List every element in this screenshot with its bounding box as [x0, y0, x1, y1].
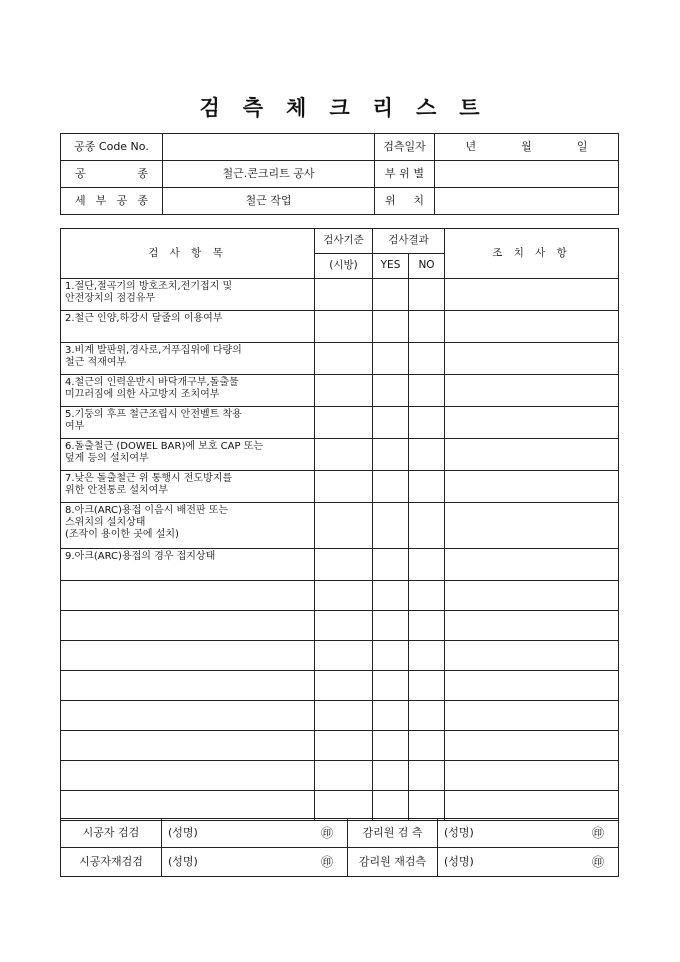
action-cell[interactable] — [445, 549, 619, 581]
blank-cell[interactable] — [61, 611, 315, 641]
table-row — [61, 549, 619, 581]
title-char: 측 — [242, 95, 265, 120]
header-action: 조 치 사 항 — [445, 229, 619, 279]
contractor-recheck-label: 시공자재검검 — [61, 848, 162, 877]
blank-cell[interactable] — [409, 671, 445, 701]
detail-type-value[interactable]: 철근 작업 — [163, 188, 375, 215]
blank-cell[interactable] — [445, 581, 619, 611]
blank-cell[interactable] — [373, 641, 409, 671]
check-item-text: 6.돌출철근 (DOWEL BAR)에 보호 CAP 또는 덮게 등의 설치여부 — [61, 439, 315, 471]
blank-cell[interactable] — [445, 611, 619, 641]
title-char: 검 — [199, 95, 221, 120]
table-row — [61, 311, 619, 343]
blank-cell[interactable] — [373, 791, 409, 821]
work-type-value[interactable]: 철근.콘크리트 공사 — [163, 161, 375, 188]
page-title — [0, 92, 680, 122]
part-label: 부 위 별 — [375, 161, 435, 188]
blank-cell[interactable] — [315, 791, 373, 821]
blank-cell[interactable] — [373, 611, 409, 641]
table-row — [61, 279, 619, 311]
supervisor-recheck-sign[interactable] — [438, 848, 619, 877]
blank-cell[interactable] — [445, 701, 619, 731]
blank-cell[interactable] — [445, 641, 619, 671]
title-char: 트 — [459, 95, 481, 120]
work-code-label: 공종 Code No. — [61, 134, 163, 161]
header-no: NO — [409, 254, 445, 279]
no-cell[interactable] — [409, 503, 445, 549]
table-row — [61, 761, 619, 791]
action-cell[interactable] — [445, 375, 619, 407]
yes-cell[interactable] — [373, 439, 409, 471]
no-cell[interactable] — [409, 407, 445, 439]
blank-cell[interactable] — [61, 641, 315, 671]
inspect-date-value[interactable] — [435, 134, 619, 161]
header-yes: YES — [373, 254, 409, 279]
blank-cell[interactable] — [409, 701, 445, 731]
title-char: 스 — [415, 95, 438, 120]
blank-cell[interactable] — [445, 761, 619, 791]
seal-mark: ㊞ — [591, 825, 604, 840]
table-row — [61, 439, 619, 471]
table-row — [61, 641, 619, 671]
yes-cell[interactable] — [373, 471, 409, 503]
seal-mark: ㊞ — [591, 854, 604, 869]
criteria-cell[interactable] — [315, 407, 373, 439]
table-row — [61, 581, 619, 611]
location-value[interactable] — [435, 188, 619, 215]
date-year-label: 년 — [465, 140, 477, 154]
table-row — [61, 731, 619, 761]
action-cell[interactable] — [445, 503, 619, 549]
blank-cell[interactable] — [373, 671, 409, 701]
blank-cell[interactable] — [315, 611, 373, 641]
no-cell[interactable] — [409, 439, 445, 471]
table-row — [61, 671, 619, 701]
criteria-cell[interactable] — [315, 311, 373, 343]
header-result: 검사결과 — [373, 229, 445, 254]
work-type-label: 공 종 — [61, 161, 163, 188]
name-placeholder: (성명) — [444, 825, 474, 839]
contractor-check-label: 시공자 검검 — [61, 819, 162, 848]
blank-cell[interactable] — [61, 701, 315, 731]
header-item: 검 사 항 목 — [61, 229, 315, 279]
blank-cell[interactable] — [409, 791, 445, 821]
yes-cell[interactable] — [373, 407, 409, 439]
blank-cell[interactable] — [445, 671, 619, 701]
blank-cell[interactable] — [373, 761, 409, 791]
seal-mark: ㊞ — [320, 825, 333, 840]
header-criteria — [315, 229, 373, 254]
yes-cell[interactable] — [373, 549, 409, 581]
action-cell[interactable] — [445, 407, 619, 439]
criteria-cell[interactable] — [315, 279, 373, 311]
blank-cell[interactable] — [315, 731, 373, 761]
no-cell[interactable] — [409, 471, 445, 503]
blank-cell[interactable] — [445, 731, 619, 761]
contractor-check-sign[interactable] — [162, 819, 348, 848]
criteria-cell[interactable] — [315, 375, 373, 407]
blank-cell[interactable] — [315, 761, 373, 791]
title-char: 크 — [329, 95, 351, 120]
no-cell[interactable] — [409, 279, 445, 311]
action-cell[interactable] — [445, 311, 619, 343]
work-code-value[interactable] — [163, 134, 375, 161]
name-placeholder: (성명) — [444, 854, 474, 868]
header-criteria-sub — [315, 254, 373, 279]
blank-cell[interactable] — [315, 671, 373, 701]
check-item-text: 4.철근의 인력운반시 바닥개구부,돌출물 미끄러짐에 의한 사고방지 조치여부 — [61, 375, 315, 407]
yes-cell[interactable] — [373, 503, 409, 549]
name-placeholder: (성명) — [168, 854, 198, 868]
inspect-date-label: 검측일자 — [375, 134, 435, 161]
blank-cell[interactable] — [409, 731, 445, 761]
blank-cell[interactable] — [315, 701, 373, 731]
checklist-table — [60, 228, 619, 821]
criteria-cell[interactable] — [315, 549, 373, 581]
yes-cell[interactable] — [373, 311, 409, 343]
criteria-cell[interactable] — [315, 503, 373, 549]
blank-cell[interactable] — [61, 671, 315, 701]
yes-cell[interactable] — [373, 375, 409, 407]
no-cell[interactable] — [409, 549, 445, 581]
no-cell[interactable] — [409, 311, 445, 343]
location-label: 위 치 — [375, 188, 435, 215]
blank-cell[interactable] — [409, 611, 445, 641]
supervisor-check-label: 감리원 검 측 — [348, 819, 438, 848]
table-row — [61, 503, 619, 549]
date-day-label: 일 — [576, 140, 588, 154]
date-month-label: 월 — [521, 140, 532, 154]
seal-mark: ㊞ — [320, 854, 333, 869]
check-item-text: 2.철근 인양,하강시 달줄의 이용여부 — [61, 311, 315, 343]
signature-table — [60, 818, 619, 877]
table-row — [61, 701, 619, 731]
action-cell[interactable] — [445, 439, 619, 471]
supervisor-recheck-label: 감리원 재검측 — [348, 848, 438, 877]
contractor-recheck-sign[interactable] — [162, 848, 348, 877]
table-row — [61, 343, 619, 375]
title-char: 리 — [372, 95, 394, 120]
action-cell[interactable] — [445, 279, 619, 311]
check-item-text: 8.아크(ARC)용접 이음시 배전판 또는 스위치의 설치상태 (조작이 용이한 곳에 설치) — [61, 503, 315, 549]
blank-cell[interactable] — [409, 641, 445, 671]
check-item-text: 5.기둥의 후프 철근조립시 안전벨트 착용 여부 — [61, 407, 315, 439]
criteria-cell[interactable] — [315, 471, 373, 503]
blank-cell[interactable] — [61, 731, 315, 761]
blank-cell[interactable] — [315, 641, 373, 671]
name-placeholder: (성명) — [168, 825, 198, 839]
blank-cell[interactable] — [61, 761, 315, 791]
header-criteria-line1: 검사기준 — [323, 234, 364, 247]
blank-cell[interactable] — [445, 791, 619, 821]
criteria-cell[interactable] — [315, 439, 373, 471]
detail-type-label: 세 부 공 종 — [61, 188, 163, 215]
blank-cell[interactable] — [373, 701, 409, 731]
blank-cell[interactable] — [409, 581, 445, 611]
blank-cell[interactable] — [61, 581, 315, 611]
table-row — [61, 407, 619, 439]
header-criteria-line2: (시방) — [329, 259, 358, 272]
yes-cell[interactable] — [373, 279, 409, 311]
table-row — [61, 791, 619, 821]
criteria-cell[interactable] — [315, 343, 373, 375]
no-cell[interactable] — [409, 343, 445, 375]
table-row — [61, 611, 619, 641]
blank-cell[interactable] — [61, 791, 315, 821]
title-char: 체 — [286, 95, 308, 120]
info-table — [60, 133, 619, 215]
table-row — [61, 375, 619, 407]
blank-cell[interactable] — [409, 761, 445, 791]
blank-cell[interactable] — [315, 581, 373, 611]
action-cell[interactable] — [445, 471, 619, 503]
check-item-text: 7.낮은 돌출철근 위 통행시 전도방지를 위한 안전통로 설치여부 — [61, 471, 315, 503]
no-cell[interactable] — [409, 375, 445, 407]
supervisor-check-sign[interactable] — [438, 819, 619, 848]
blank-cell[interactable] — [373, 581, 409, 611]
yes-cell[interactable] — [373, 343, 409, 375]
check-item-text: 9.아크(ARC)용접의 경우 접지상태 — [61, 549, 315, 581]
action-cell[interactable] — [445, 343, 619, 375]
part-value[interactable] — [435, 161, 619, 188]
check-item-text: 1.절단,절곡기의 방호조치,전기접지 및 안전장치의 점검유무 — [61, 279, 315, 311]
table-row — [61, 471, 619, 503]
blank-cell[interactable] — [373, 731, 409, 761]
check-item-text: 3.비계 발판위,경사로,거푸집위에 다량의 철근 적재여부 — [61, 343, 315, 375]
